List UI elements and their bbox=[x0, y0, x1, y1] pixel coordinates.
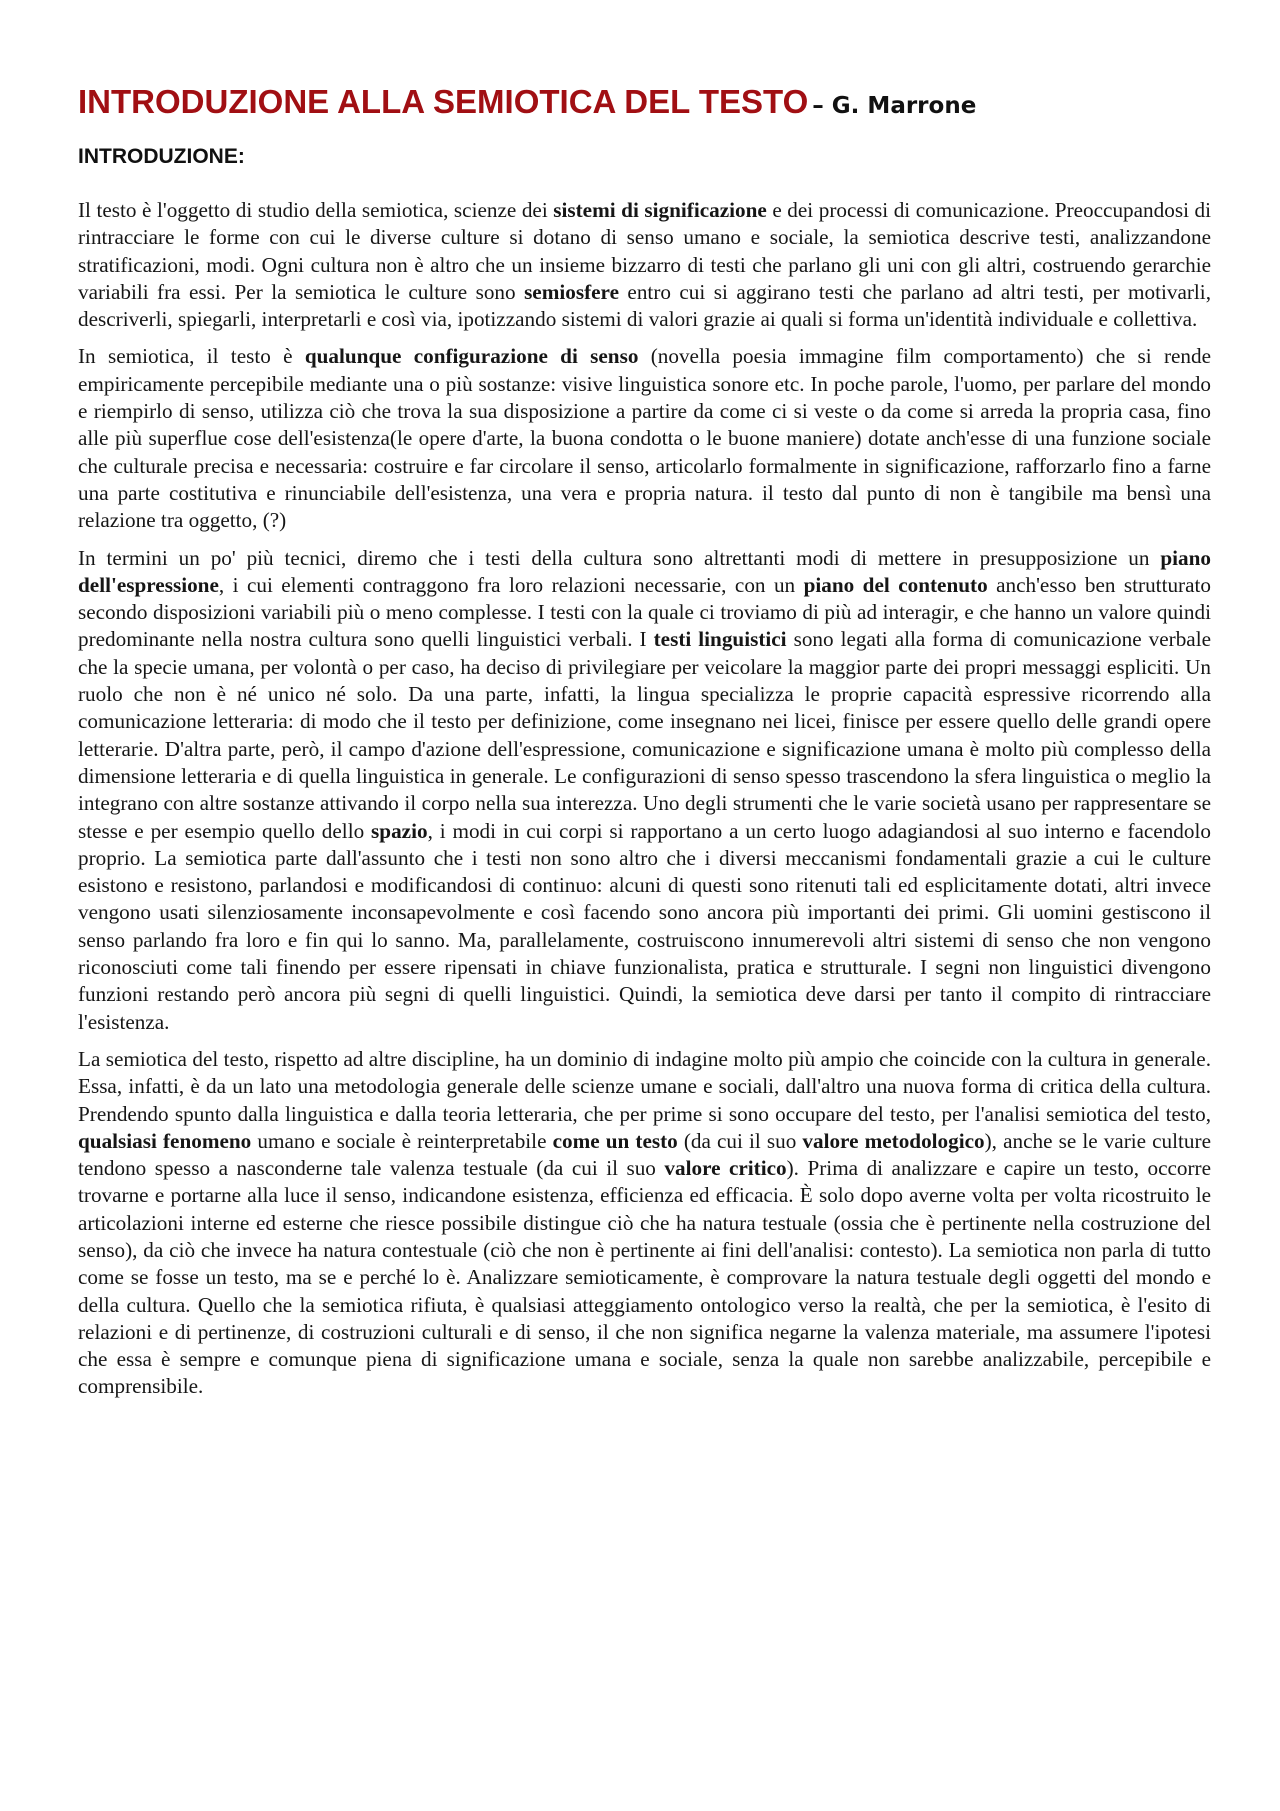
paragraph-3 bbox=[78, 545, 1211, 1036]
bold-term: spazio bbox=[371, 818, 428, 843]
text-run: (da cui il suo bbox=[677, 1128, 803, 1153]
bold-term: semiosfere bbox=[524, 279, 619, 304]
bold-term: valore critico bbox=[664, 1156, 787, 1181]
bold-term: sistemi di significazione bbox=[553, 198, 767, 222]
text-run: sono legati alla forma di comunicazione verbale che la specie umana, per volontà o per caso, ha deciso di privilegiare per veicolare la maggior parte dei propri messaggi espliciti. Un ruolo che non è né unico né solo. Da una parte, infatti, la lingua specializza le proprie capacità espressive ricorrendo alla comunicazione letteraria: di modo che il testo per definizione, come insegnano nei licei, finisce per essere quello delle grandi opere letterarie. D'altra parte, però, il campo d'azione dell'espressione, comunicazione e significazione umana è molto più complesso della dimensione letteraria e di quella linguistica in generale. Le configurazioni di senso spesso trascendono la sfera linguistica o meglio la integrano con altre sostanze attivando il corpo nella sua interezza. Uno degli strumenti che le varie società usano per rappresentare se stesse e per esempio quello dello bbox=[78, 627, 1211, 843]
paragraph-1 bbox=[78, 197, 1211, 333]
text-run: In semiotica, il testo è bbox=[78, 344, 305, 369]
document-page bbox=[78, 80, 1211, 1411]
text-run: , i modi in cui corpi si rapportano a un certo luogo adagiandosi al suo interno e facendolo proprio. La semiotica parte dall'assunto che i testi non sono altro che i diversi meccanismi fondamentali grazie a cui le culture esistono e resistono, parlandosi e modificandosi di continuo: alcuni di questi sono ritenuti tali ed esplicitamente dotati, altri invece vengono usati silenziosamente inconsapevolmente e così facendo sono ancora più importanti dei primi. Gli uomini gestiscono il senso parlando fra loro e fin qui lo sanno. Ma, parallelamente, costruiscono innumerevoli altri sistemi di senso che non vengono riconosciuti come tali finendo per essere ripensati in chiave funzionalista, pratica e strutturale. I segni non linguistici divengono funzioni restando però ancora più segni di quelli linguistici. Quindi, la semiotica deve darsi per tanto il compito di rintracciare l'esistenza. bbox=[78, 818, 1211, 1034]
bold-term: come un testo bbox=[552, 1128, 678, 1153]
section-heading: INTRODUZIONE: bbox=[78, 145, 245, 168]
bold-term: piano dell'espressione bbox=[78, 545, 1211, 597]
document-title-line bbox=[78, 80, 1211, 131]
text-run: ), anche se le varie culture tendono spesso a nasconderne tale valenza testuale (da cui il suo bbox=[78, 1128, 1211, 1181]
paragraph-2 bbox=[78, 343, 1211, 534]
text-run: In termini un po' più tecnici, diremo che i testi della cultura sono altrettanti modi di mettere in presupposizione un bbox=[78, 545, 1161, 570]
text-run: Il testo è l'oggetto di studio della semiotica, scienze dei bbox=[78, 198, 554, 222]
text-run: umano e sociale è reinterpretabile bbox=[251, 1128, 553, 1153]
text-run: (novella poesia immagine film comportamento) che si rende empiricamente percepibile mediante una o più sostanze: visive linguistica sonore etc. In poche parole, l'uomo, per parlare del mondo e riempirlo di senso, utilizza ciò che trova la sua disposizione a partire da come ci si veste o da come si arreda la propria casa, fino alle più superflue cose dell'esistenza(le opere d'arte, la buona condotta o le buone maniere) dotate anch'esse di una funzione sociale che culturale precisa e necessaria: costruire e far circolare il senso, articolarlo formalmente in significazione, rafforzarlo fino a farne una parte costitutiva e rinunciabile dell'esistenza, una vera e propria natura. il testo dal punto di non è tangibile ma bensì una relazione tra oggetto, (?) bbox=[78, 344, 1211, 533]
bold-term: qualunque configurazione di senso bbox=[304, 344, 639, 369]
text-run: , i cui elementi contraggono fra loro relazioni necessarie, con un bbox=[218, 572, 804, 597]
paragraph-4 bbox=[78, 1046, 1211, 1401]
bold-term: testi linguistici bbox=[653, 627, 787, 652]
text-run: anch'esso ben strutturato secondo disposizioni variabili più o meno complesse. I testi con la quale ci troviamo di più ad interagir, e che hanno un valore quindi predominante nella nostra cultura sono quelli linguistici verbali. I bbox=[78, 572, 1211, 652]
text-run: La semiotica del testo, rispetto ad altre discipline, ha un dominio di indagine molto più ampio che coincide con la cultura in generale. Essa, infatti, è da un lato una metodologia generale delle scienze umane e sociali, dall'altro una nuova forma di critica della cultura. Prendendo spunto dalla linguistica e dalla teoria letteraria, che per prime si sono occupare del testo, per l'analisi semiotica del testo, bbox=[78, 1046, 1211, 1126]
bold-term: qualsiasi fenomeno bbox=[78, 1128, 252, 1153]
document-title: INTRODUZIONE ALLA SEMIOTICA DEL TESTO bbox=[78, 83, 809, 120]
document-author: – G. Marrone bbox=[812, 93, 977, 119]
text-run: entro cui si aggirano testi che parlano ad altri testi, per motivarli, descriverli, spiegarli, interpretarli e così via, ipotizzando sistemi di valori grazie ai quali si forma un'identità individuale e collettiva. bbox=[78, 279, 1211, 332]
bold-term: piano del contenuto bbox=[803, 572, 988, 597]
text-run: e dei processi di comunicazione. Preoccupandosi di rintracciare le forme con cui le diverse culture si dotano di senso umano e sociale, la semiotica descrive testi, analizzandone stratificazioni, modi. Ogni cultura non è altro che un insieme bizzarro di testi che parlano gli uni con gli altri, costruendo gerarchie variabili fra essi. Per la semiotica le culture sono bbox=[78, 198, 1211, 304]
bold-term: valore metodologico bbox=[802, 1128, 985, 1153]
text-run: ). Prima di analizzare e capire un testo, occorre trovarne e portarne alla luce il senso, indicandone esistenza, efficienza ed efficacia. È solo dopo averne volta per volta ricostruito le articolazioni interne ed esterne che riesce possibile distingue ciò che ha natura testuale (ossia che è pertinente nella costruzione del senso), da ciò che invece ha natura contestuale (ciò che non è pertinente ai fini dell'analisi: contesto). La semiotica non parla di tutto come se fosse un testo, ma se e perché lo è. Analizzare semioticamente, è comprovare la natura testuale degli oggetti del mondo e della cultura. Quello che la semiotica rifiuta, è qualsiasi atteggiamento ontologico verso la realtà, che per la semiotica, è l'esito di relazioni e di pertinenze, di costruzioni culturali e di senso, il che non significa negarne la valenza materiale, ma assumere l'ipotesi che essa è sempre e comunque piena di significazione umana e sociale, senza la quale non sarebbe analizzabile, percepibile e comprensibile. bbox=[78, 1156, 1211, 1399]
